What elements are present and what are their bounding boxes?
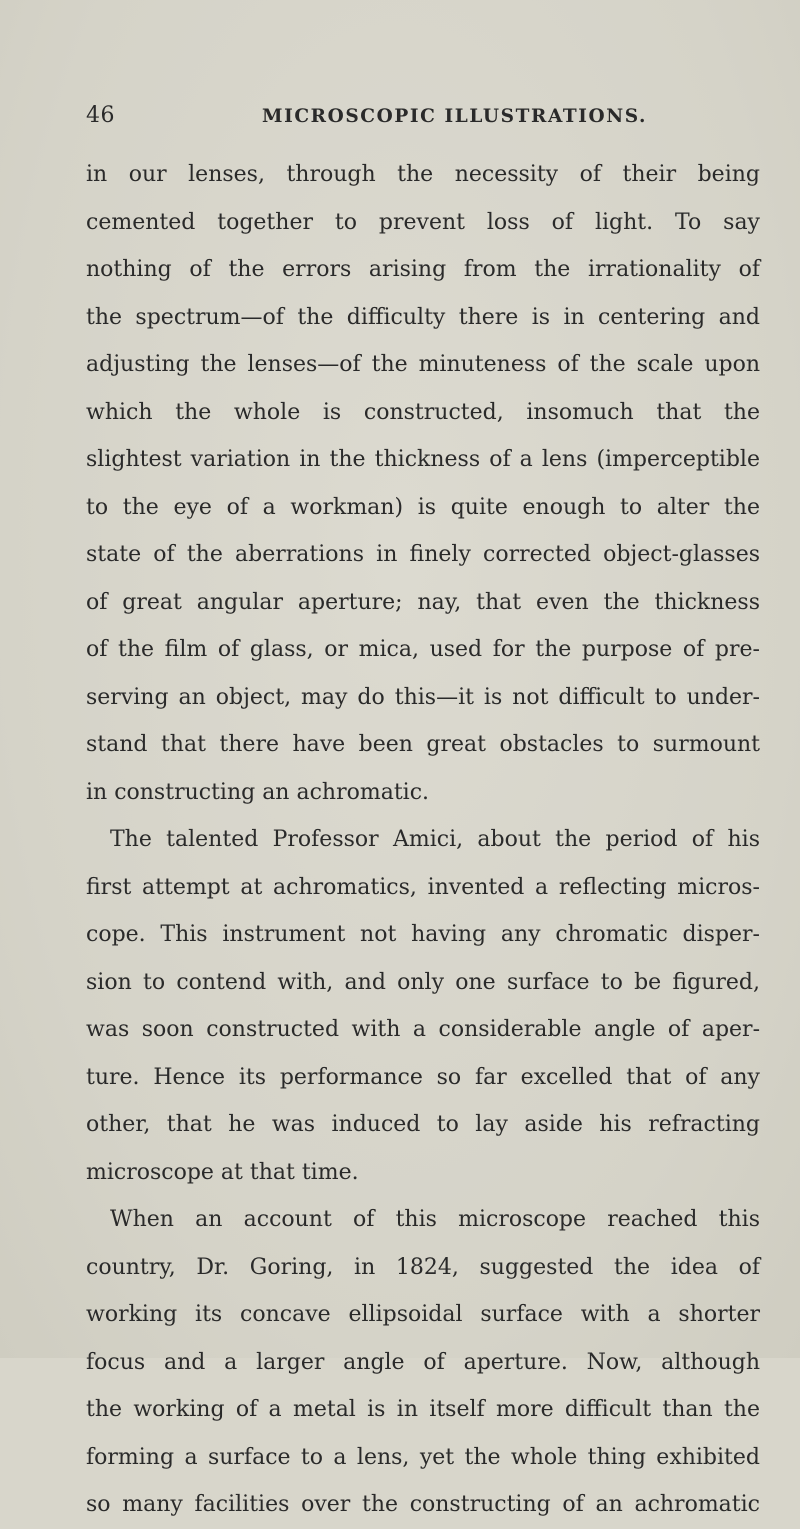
text-line: serving an object, may do this—it is not difficult to under- [86,684,760,710]
text-line: to the eye of a workman) is quite enough to alter the [86,494,760,520]
text-line: forming a surface to a lens, yet the whole thing exhibited [86,1444,760,1470]
text-line: cope. This instrument not having any chromatic disper- [86,922,760,947]
body-text [86,151,760,1529]
text-line: so many facilities over the constructing of an achromatic [86,1492,760,1517]
text-line: which the whole is constructed, insomuch that the [86,399,760,425]
text-line: adjusting the lenses—of the minuteness of the scale upon [86,352,760,377]
text-line: country, Dr. Goring, in 1824, suggested the idea of [86,1254,760,1280]
page-number: 46 [86,103,115,128]
text-line: working its concave ellipsoidal surface with a shorter [86,1302,760,1327]
text-line: the working of a metal is in itself more difficult than the [86,1397,760,1422]
text-line: The talented Professor Amici, about the period of his [110,827,760,852]
text-line: the spectrum—of the difficulty there is in centering and [86,304,760,330]
running-head [86,103,758,135]
text-line: first attempt at achromatics, invented a reflecting micros- [86,874,760,900]
text-line: of great angular aperture; nay, that even the thickness [86,589,760,615]
text-line: slightest variation in the thickness of a lens (imperceptible [86,447,760,472]
text-line: sion to contend with, and only one surface to be figured, [86,969,760,995]
text-line: nothing of the errors arising from the irrationality of [86,257,760,282]
text-line: stand that there have been great obstacles to surmount [86,732,760,757]
text-line: in constructing an achromatic. [86,779,430,805]
text-line: focus and a larger angle of aperture. Now, although [86,1349,760,1375]
text-line: microscope at that time. [86,1159,359,1185]
text-line: in our lenses, through the necessity of their being [86,162,760,187]
text-line: cemented together to prevent loss of light. To say [86,209,760,235]
text-line: other, that he was induced to lay aside his refracting [86,1112,760,1137]
text-line: was soon constructed with a considerable angle of aper- [86,1017,760,1042]
text-line: When an account of this microscope reached this [110,1207,760,1232]
text-line: ture. Hence its performance so far excelled that of any [86,1064,760,1090]
text-line: of the film of glass, or mica, used for the purpose of pre- [86,637,760,662]
running-title: MICROSCOPIC ILLUSTRATIONS. [262,106,648,127]
text-line: state of the aberrations in finely corrected object-glasses [86,542,760,567]
